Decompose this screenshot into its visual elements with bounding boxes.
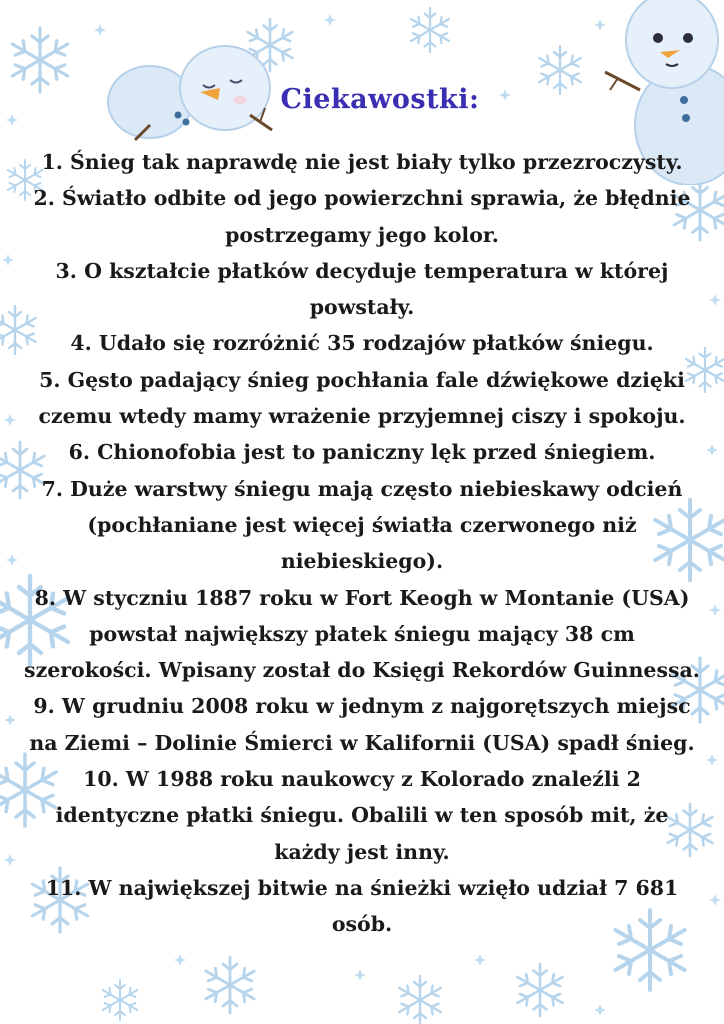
facts-list	[22, 144, 702, 943]
fact-item: 10. W 1988 roku naukowcy z Kolorado znaleźli 2 identyczne płatki śniegu. Obalili w ten sposób mit, że każdy jest inny.	[55, 767, 669, 864]
fact-item: 2. Światło odbite od jego powierzchni sprawia, że błędnie postrzegamy jego kolor.	[33, 186, 691, 247]
fact-item: 5. Gęsto padający śnieg pochłania fale dźwiękowe dzięki czemu wtedy mamy wrażenie przyjemnej ciszy i spokoju.	[38, 367, 686, 429]
fact-item: 9. W grudniu 2008 roku w jednym z najgorętszych miejsc na Ziemi – Dolinie Śmierci w Kalifornii (USA) spadł śnieg.	[29, 694, 695, 755]
fact-item: 8. W styczniu 1887 roku w Fort Keogh w Montanie (USA) powstał największy płatek śniegu mający 38 cm szerokości. Wpisany został do Księgi Rekordów Guinnessa.	[24, 585, 700, 683]
fact-item: 11. W największej bitwie na śnieżki wzięło udział 7 681 osób.	[45, 875, 679, 937]
fact-item: 3. O kształcie płatków decyduje temperatura w której powstały.	[55, 258, 669, 320]
fact-item: 1. Śnieg tak naprawdę nie jest biały tylko przezroczysty.	[41, 150, 683, 174]
fact-item: 6. Chionofobia jest to paniczny lęk przed śniegiem.	[68, 440, 656, 465]
fact-item: 4. Udało się rozróżnić 35 rodzajów płatków śniegu.	[70, 331, 654, 356]
fact-item: 7. Duże warstwy śniegu mają często niebieskawy odcień (pochłaniane jest więcej światła czerwonego niż niebieskiego).	[41, 476, 683, 574]
page-title: Ciekawostki:	[280, 84, 480, 115]
